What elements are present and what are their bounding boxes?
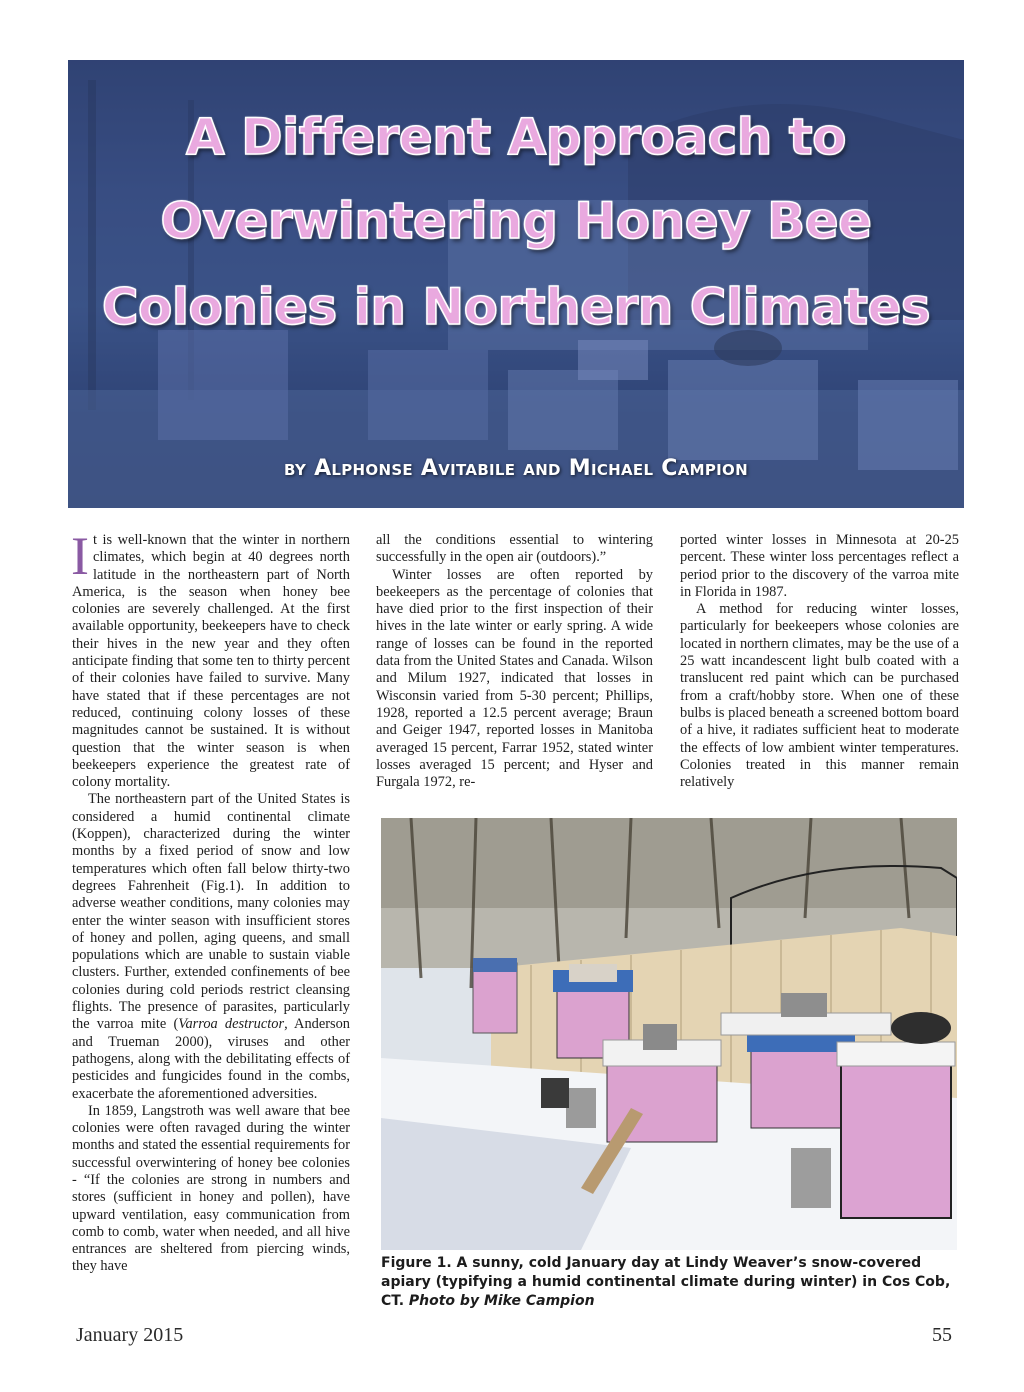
paragraph: In 1859, Langstroth was well aware that bee colonies were often ravaged during the winter months and stated the essential requirements for successful overwintering of honey bee colonies - “If the colonies are strong in numbers and stores (sufficient in honey and pollen), have upward ventilation, easy communication from comb to comb, water when needed, and all hive entrances are sheltered from piercing winds, they have: [72, 1102, 350, 1275]
paragraph: all the conditions essential to wintering successfully in the open air (outdoors).”: [376, 532, 653, 566]
title-banner: [68, 60, 964, 508]
byline: by Alphonse Avitabile and Michael Campion: [284, 456, 748, 481]
issue-date: January 2015: [76, 1324, 184, 1346]
figure-1-caption: Figure 1. A sunny, cold January day at Lindy Weaver’s snow-covered apiary (typifying a humid continental climate during winter) in Cos Cob, CT. Photo by Mike Campion: [381, 1255, 951, 1309]
photo-credit: Photo by Mike Campion: [408, 1293, 595, 1309]
title-line-3: Colonies in Northern Climates: [101, 278, 931, 336]
article-column-3: [680, 532, 959, 791]
drop-cap: I: [71, 526, 89, 586]
title-line-1: A Different Approach to: [185, 108, 847, 166]
paragraph: ported winter losses in Minnesota at 20-25 percent. These winter loss percentages reflect a period prior to the discovery of the varroa mite in Florida in 1987.: [680, 532, 959, 600]
figure-1-photo: [381, 818, 957, 1250]
title-line-2: Overwintering Honey Bee: [160, 192, 872, 250]
article-column-1: [71, 526, 351, 1276]
page-number: 55: [932, 1324, 952, 1346]
paragraph: It is well-known that the winter in northern climates, which begin at 40 degrees north latitude in the northeastern part of North America, is the season when honey bee colonies are severely challenged. At the first available opportunity, beekeepers have to check their hives in the new year and they often anticipate finding that some ten to thirty percent of their colonies have failed to survive. Many have stated that if these percentages are not reduced, continuing colony losses of these magnitudes cannot be sustained. It is without question that the winter season is when beekeepers experience the greatest rate of colony mortality.: [71, 526, 350, 791]
article-column-2: [376, 532, 653, 791]
paragraph: The northeastern part of the United States is considered a humid continental climate (Koppen), characterized during the winter months by a fixed period of snow and low temperatures which often fall below thirty-two degrees Fahrenheit (Fig.1). In addition to adverse weather conditions, many colonies may enter the winter season with insufficient stores of honey and pollen, aging queens, and small populations which are unable to sustain viable clusters. Further, extended confinements of bee colonies during cold periods restrict cleansing flights. The presence of parasites, particularly the varroa mite (Varroa destructor, Anderson and Trueman 2000), viruses and other pathogens, along with the debilitating effects of pesticides and fungicides found in the combs, exacerbate the aforementioned adversities.: [72, 791, 351, 1102]
paragraph: A method for reducing winter losses, particularly for beekeepers whose colonies are located in northern climates, may be the use of a 25 watt incandescent light bulb coated with a translucent red paint which can be purchased from a craft/hobby store. When one of these bulbs is placed beneath a screened bottom board of a hive, it radiates sufficient heat to moderate the effects of low ambient winter temperatures. Colonies treated in this manner remain relatively: [680, 601, 959, 791]
paragraph: Winter losses are often reported by beekeepers as the percentage of colonies that have died prior to the first inspection of their hives in the late winter or early spring. A wide range of losses can be found in the reported data from the United States and Canada. Wilson and Milum 1927, indicated that losses in Wisconsin varied from 5-30 percent; Phillips, 1928, reported a 12.5 percent average; Braun and Geiger 1947, reported losses in Manitoba averaged 15 percent, Farrar 1952, stated winter losses averaged 15 percent; and Hyser and Furgala 1972, re-: [376, 566, 653, 791]
